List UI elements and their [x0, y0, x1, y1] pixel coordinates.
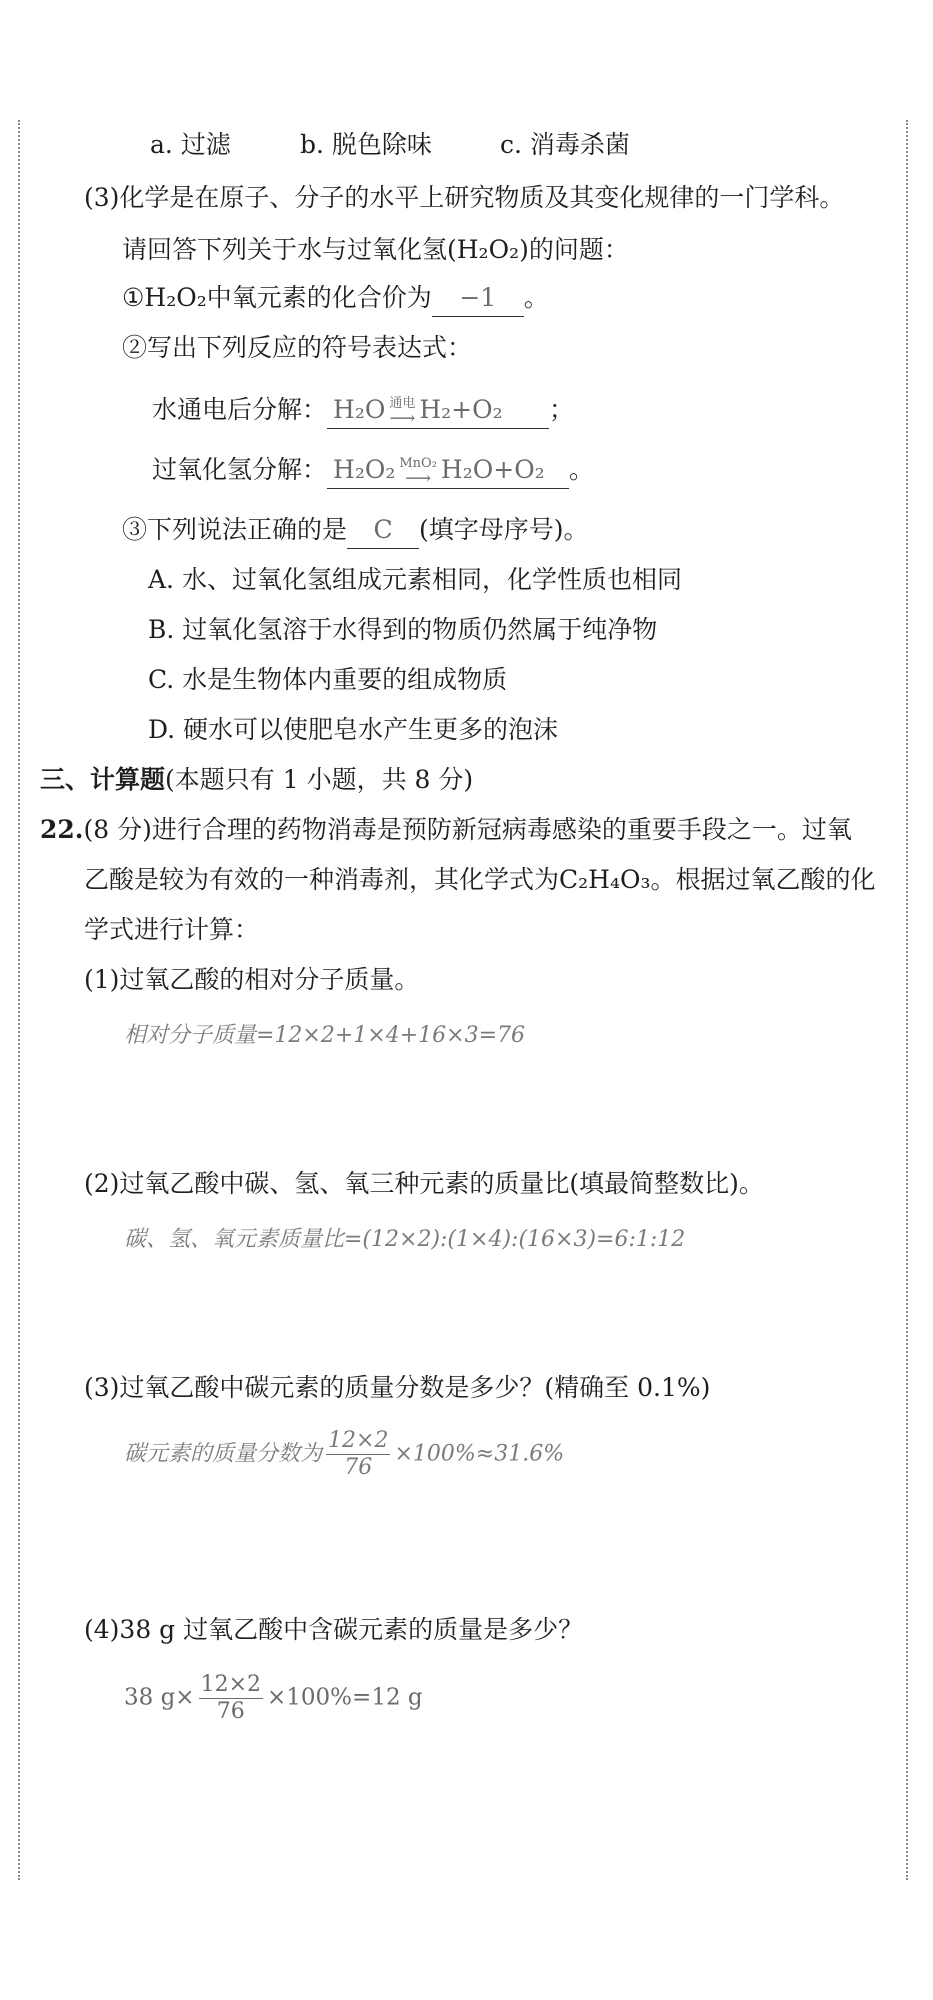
- q3-intro-line1: (3)化学是在原子、分子的水平上研究物质及其变化规律的一门学科。: [84, 183, 845, 212]
- q22-line2: 乙酸是较为有效的一种消毒剂，其化学式为C₂H₄O₃。根据过氧乙酸的化: [84, 865, 876, 894]
- h2o2-suffix: 。: [569, 455, 595, 484]
- q22-answer4-prefix: 38 g×: [124, 1684, 195, 1711]
- q22-part3: (3)过氧乙酸中碳元素的质量分数是多少？(精确至 0.1%): [84, 1373, 711, 1402]
- water-reactant: H₂O: [333, 395, 386, 424]
- q22-part4: (4)38 g 过氧乙酸中含碳元素的质量是多少？: [84, 1615, 584, 1644]
- q3-sub1-suffix: 。: [523, 283, 549, 312]
- water-suffix: ；: [549, 395, 575, 424]
- fraction-denominator: 76: [216, 1699, 245, 1724]
- q22-part2: (2)过氧乙酸中碳、氢、氧三种元素的质量比(填最简整数比)。: [84, 1169, 764, 1198]
- fraction-numerator: 12×2: [328, 1428, 389, 1453]
- choice-d: D. 硬水可以使肥皂水产生更多的泡沫: [148, 715, 559, 744]
- q22-line3: 学式进行计算：: [84, 915, 260, 944]
- q3-sub3-prefix: ③下列说法正确的是: [122, 515, 348, 544]
- h2o2-equation-blank: [327, 452, 569, 489]
- q22-answer2: 碳、氢、氧元素质量比=(12×2):(1×4):(16×3)=6:1:12: [124, 1227, 686, 1252]
- option-c: c. 消毒杀菌: [500, 130, 630, 159]
- choice-a: A. 水、过氧化氢组成元素相同，化学性质也相同: [148, 565, 682, 594]
- h2o2-arrow: [399, 457, 437, 487]
- section-note: (本题只有 1 小题，共 8 分): [165, 765, 474, 794]
- water-product: H₂+O₂: [419, 395, 503, 424]
- right-arrow-icon: ⟶: [405, 467, 432, 489]
- q22-answer1: 相对分子质量=12×2+1×4+16×3=76: [124, 1023, 526, 1048]
- q22-answer4-suffix: ×100%=12 g: [267, 1684, 423, 1711]
- h2o2-product: H₂O+O₂: [440, 455, 545, 484]
- q22-answer3-fraction: [326, 1428, 390, 1481]
- q22-line1: [40, 812, 852, 848]
- q3-intro-line2: 请回答下列关于水与过氧化氢(H₂O₂)的问题：: [122, 235, 629, 264]
- q22-answer4-fraction: [199, 1672, 263, 1725]
- q3-sub1-answer: −1: [432, 280, 524, 317]
- option-a: a. 过滤: [150, 130, 231, 159]
- q22-text1: (8 分)进行合理的药物消毒是预防新冠病毒感染的重要手段之一。过氧: [83, 815, 852, 844]
- q3-sub3: [122, 512, 589, 549]
- q3-sub1: [122, 280, 549, 317]
- water-label: 水通电后分解：: [152, 395, 328, 424]
- q3-sub3-suffix: (填字母序号)。: [419, 515, 589, 544]
- q3-sub3-answer: C: [347, 512, 419, 549]
- option-b: b. 脱色除味: [300, 130, 432, 159]
- water-equation-line: [152, 392, 574, 429]
- right-arrow-icon: ⟶: [389, 407, 416, 429]
- h2o2-label: 过氧化氢分解：: [152, 455, 328, 484]
- q22-answer3-suffix: ×100%≈31.6%: [394, 1441, 565, 1467]
- q22-answer3: [124, 1428, 564, 1481]
- water-arrow: [389, 397, 415, 427]
- section-title: 三、计算题: [40, 765, 166, 794]
- h2o2-condition: MnO₂: [399, 455, 437, 471]
- q22-part1: (1)过氧乙酸的相对分子质量。: [84, 965, 420, 994]
- choice-b: B. 过氧化氢溶于水得到的物质仍然属于纯净物: [148, 615, 658, 644]
- left-dotted-margin: [18, 120, 20, 1880]
- q22-answer4: [124, 1672, 423, 1725]
- right-dotted-margin: [906, 120, 908, 1880]
- fraction-denominator: 76: [344, 1455, 373, 1480]
- water-equation-blank: [327, 392, 549, 429]
- q3-sub2-title: ②写出下列反应的符号表达式：: [122, 333, 473, 362]
- section-heading: [40, 762, 473, 798]
- water-condition: 通电: [389, 395, 416, 411]
- q22-answer3-prefix: 碳元素的质量分数为: [124, 1441, 323, 1467]
- choice-c: C. 水是生物体内重要的组成物质: [148, 665, 508, 694]
- h2o2-reactant: H₂O₂: [333, 455, 396, 484]
- q3-sub1-prefix: ①H₂O₂中氧元素的化合价为: [122, 283, 432, 312]
- fraction-numerator: 12×2: [200, 1672, 262, 1697]
- q22-number: 22.: [40, 815, 84, 844]
- h2o2-equation-line: [152, 452, 594, 489]
